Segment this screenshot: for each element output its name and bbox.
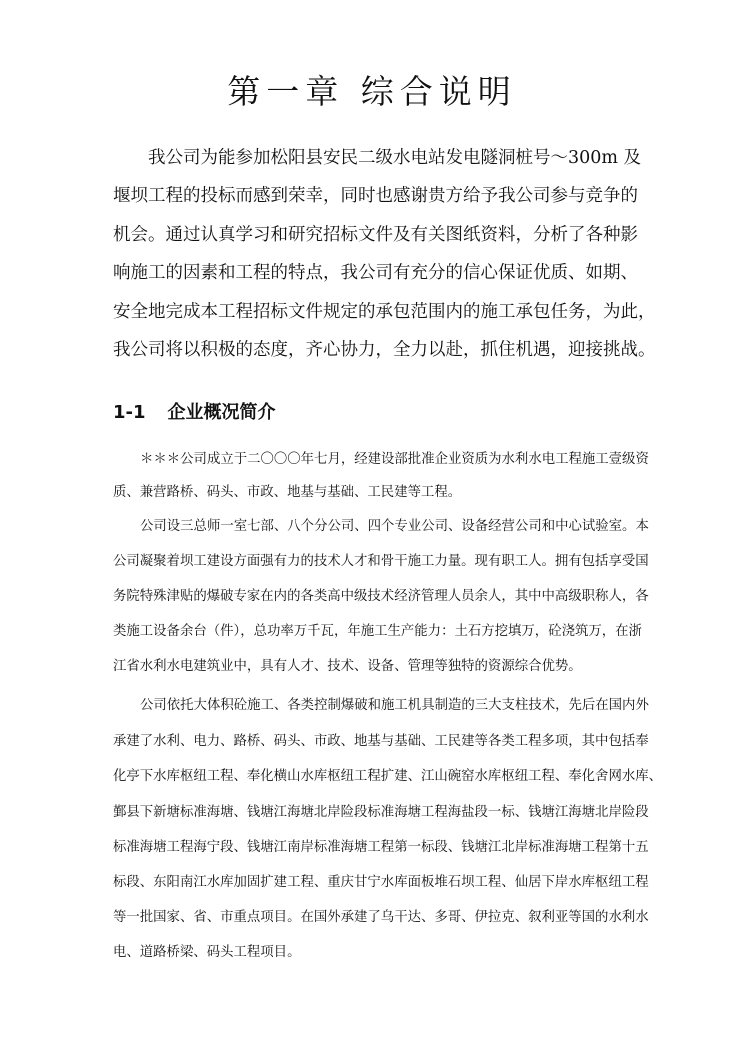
text-line: 江省水利水电建筑业中，具有人才、技术、设备、管理等独特的资源综合优势。 [113, 659, 582, 674]
text-line: ＊＊＊公司成立于二〇〇〇年七月，经建设部批准企业资质为水利水电工程施工壹级资 [140, 452, 649, 467]
text-line: 质、兼营路桥、码头、市政、地基与基础、工民建等工程。 [113, 485, 462, 500]
text-line: 电、道路桥梁、码头工程项目。 [113, 945, 301, 960]
text-line: 标准海塘工程海宁段、钱塘江南岸标准海塘工程第一标段、钱塘江北岸标准海塘工程第十五 [113, 840, 649, 855]
text-line: 公司依托大体积砼施工、各类控制爆破和施工机具制造的三大支柱技术，先后在国内外 [140, 698, 649, 713]
section-title: 企业概况简介 [167, 402, 276, 423]
text-line: 堰坝工程的投标而感到荣幸，同时也感谢贵方给予我公司参与竞争的 [113, 186, 638, 206]
text-line: 公司设三总师一室七部、八个分公司、四个专业公司、设备经营公司和中心试验室。本 [140, 519, 649, 534]
text-line: 公司凝聚着坝工建设方面强有力的技术人才和骨干施工力量。现有职工人。拥有包括享受国 [113, 554, 649, 569]
text-line: 响施工的因素和工程的特点，我公司有充分的信心保证优质、如期、 [113, 263, 638, 283]
text-line: 等一批国家、省、市重点项目。在国外承建了乌干达、多哥、伊拉克、叙利亚等国的水利水 [113, 910, 649, 925]
text-line: 我公司为能参加松阳县安民二级水电站发电隧洞桩号～300m 及 [148, 148, 642, 168]
chapter-title: 第一章 综合说明 [227, 72, 517, 111]
text-line: 我公司将以积极的态度，齐心协力，全力以赴，抓住机遇，迎接挑战。 [113, 340, 656, 360]
text-line: 类施工设备余台（件），总功率万千瓦，年施工生产能力：土石方挖填万，砼浇筑万，在浙 [113, 624, 642, 639]
section-heading [113, 398, 298, 424]
text-line: 标段、东阳南江水库加固扩建工程、重庆甘宁水库面板堆石坝工程、仙居下岸水库枢纽工程 [113, 875, 649, 890]
section-number: 1-1 [113, 402, 146, 423]
text-line: 鄞县下新塘标准海塘、钱塘江海塘北岸险段标准海塘工程海盐段一标、钱塘江海塘北岸险段 [113, 805, 649, 820]
text-line: 安全地完成本工程招标文件规定的承包范围内的施工承包任务，为此， [113, 302, 656, 322]
text-line: 化亭下水库枢纽工程、奉化横山水库枢纽工程扩建、江山碗窑水库枢纽工程、奉化舍网水库、 [113, 769, 663, 784]
text-line: 机会。通过认真学习和研究招标文件及有关图纸资料，分析了各种影 [113, 225, 638, 245]
text-line: 承建了水利、电力、路桥、码头、市政、地基与基础、工民建等各类工程多项，其中包括奉 [113, 734, 649, 749]
text-line: 务院特殊津贴的爆破专家在内的各类高中级技术经济管理人员余人，其中中高级职称人，各 [113, 589, 649, 604]
